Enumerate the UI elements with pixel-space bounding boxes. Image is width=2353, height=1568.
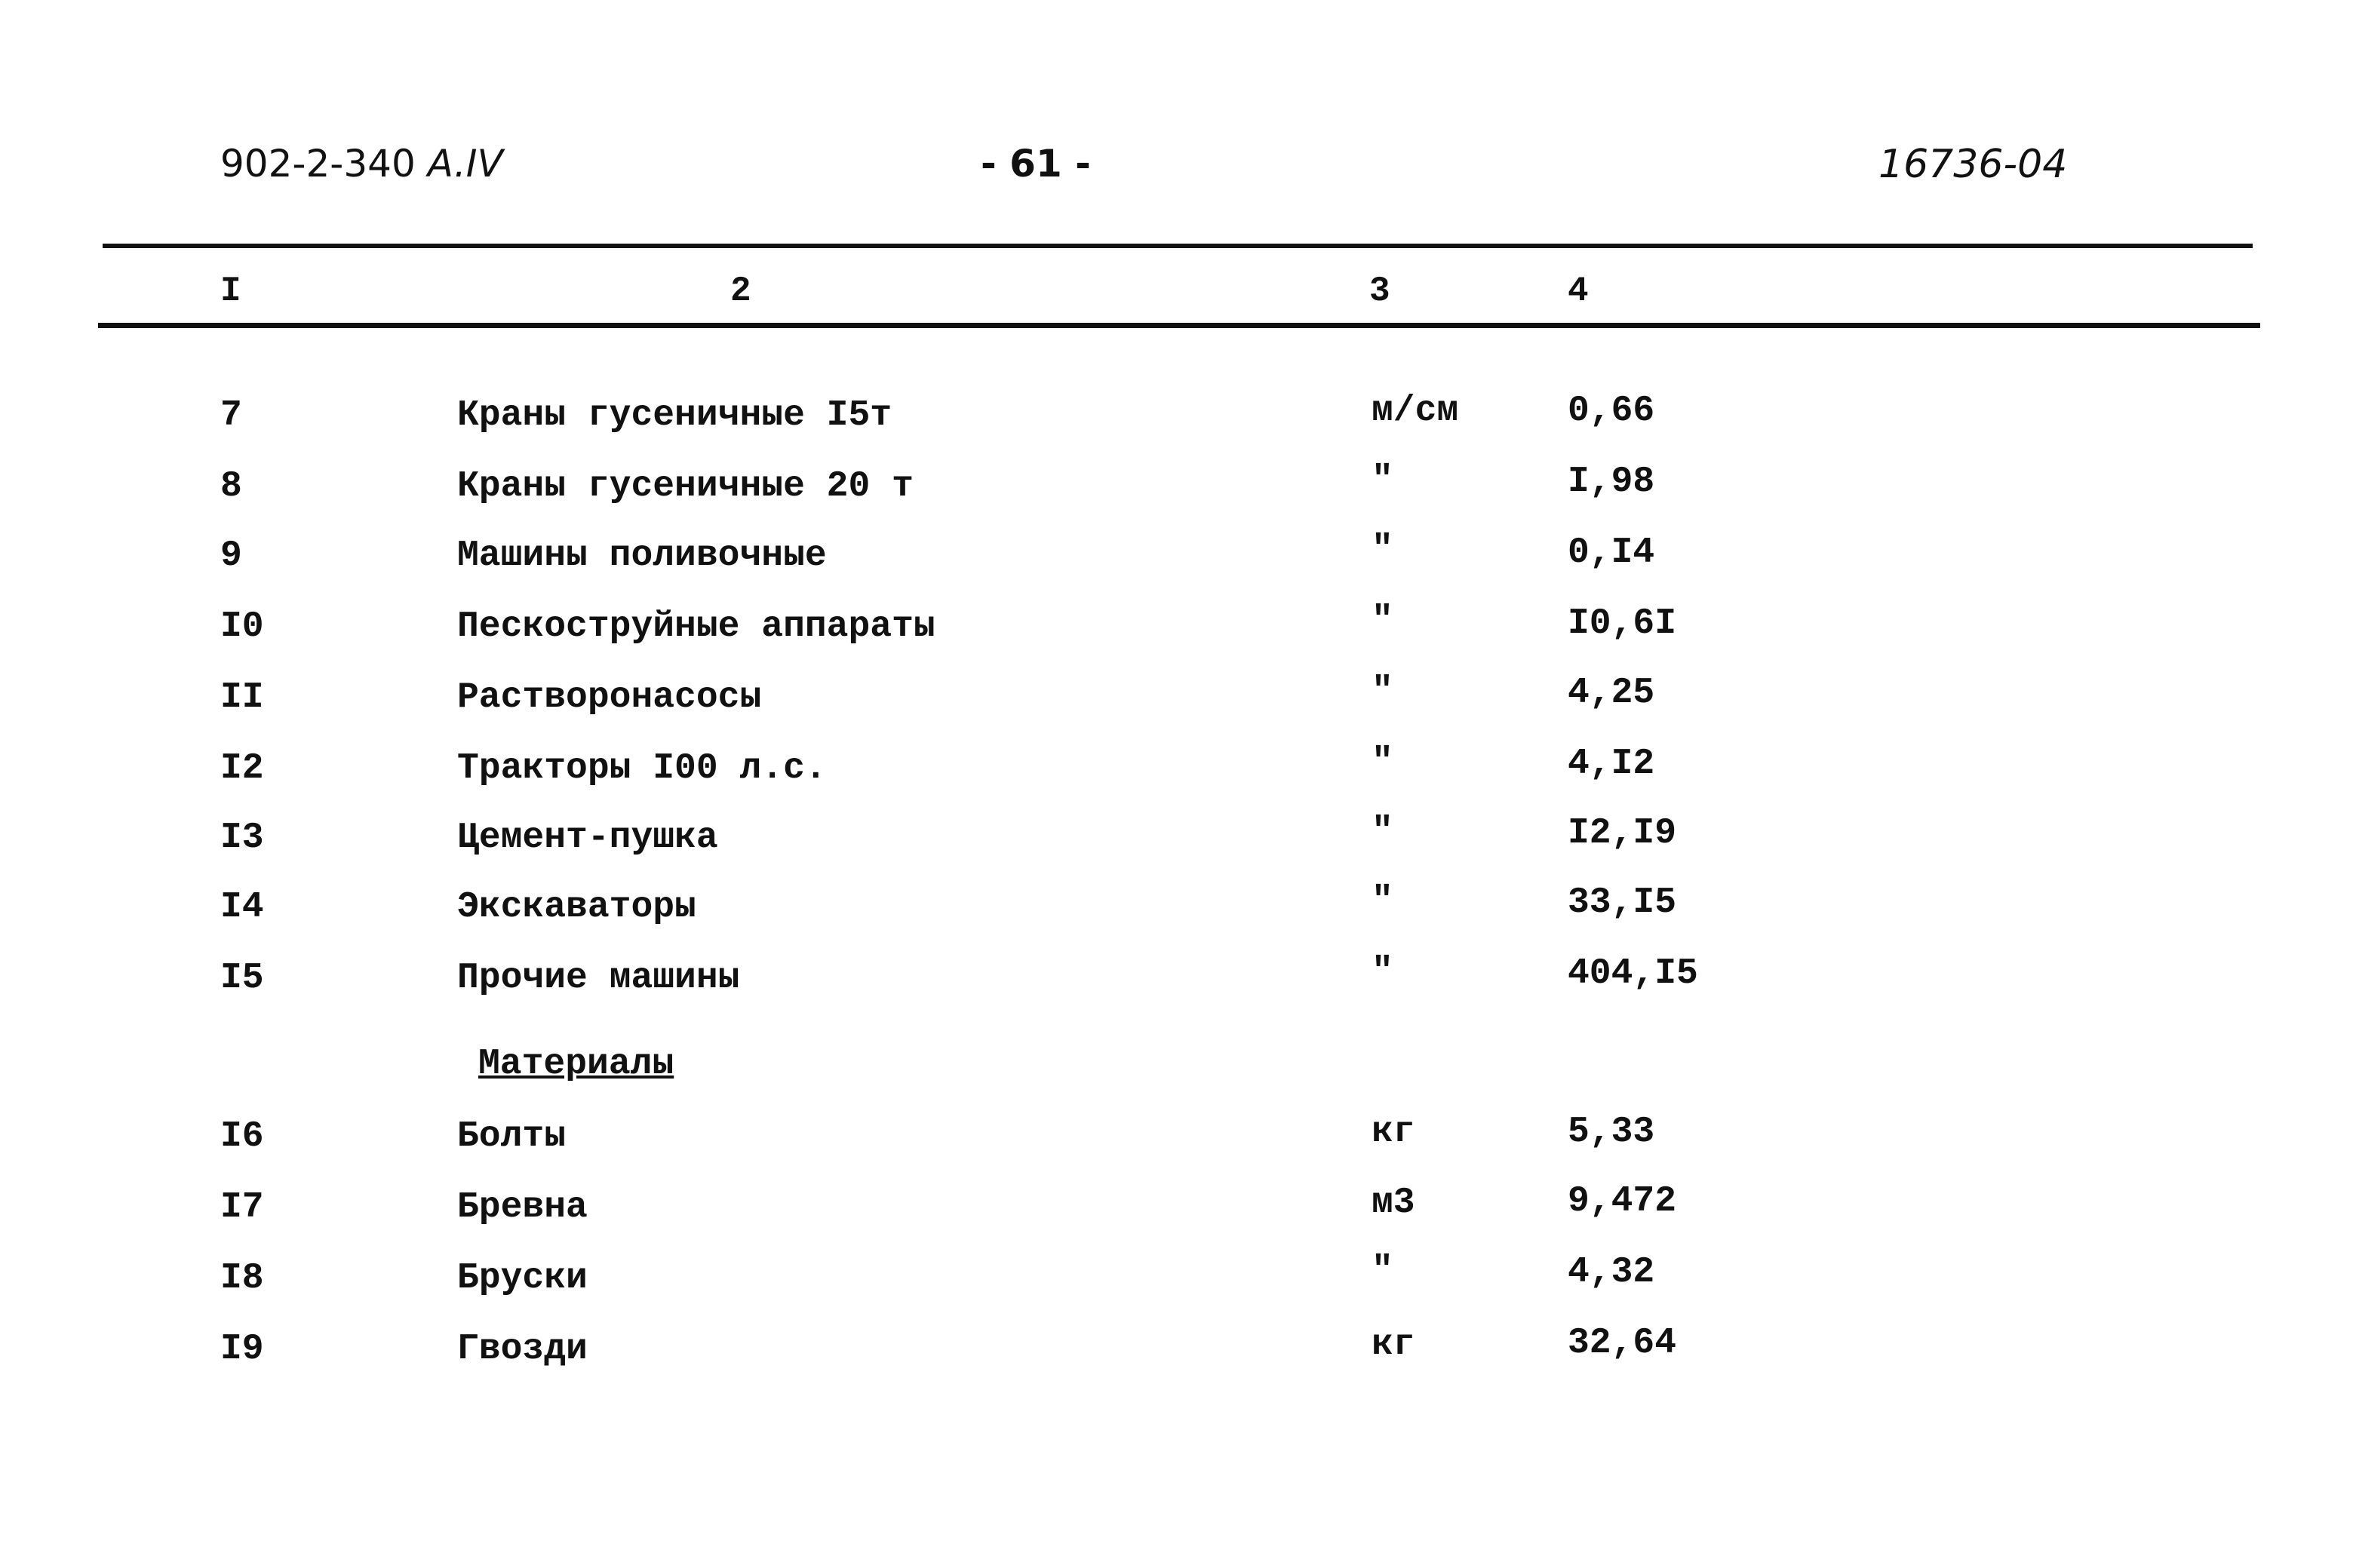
row-number: I0 — [220, 606, 264, 647]
row-unit: " — [1372, 812, 1393, 852]
row-value: 0,66 — [1568, 391, 1655, 431]
page-number: - 61 - — [981, 142, 1091, 186]
row-value: I,98 — [1568, 462, 1655, 502]
row-number: 8 — [220, 466, 242, 507]
row-unit: " — [1372, 952, 1393, 993]
row-unit: кг — [1372, 1112, 1415, 1152]
row-name: Прочие машины — [457, 958, 740, 999]
row-number: I8 — [220, 1258, 264, 1299]
row-name: Растворонасосы — [457, 677, 762, 718]
sheet-number: 16736-04 — [1878, 142, 2068, 187]
row-number: I7 — [220, 1187, 264, 1228]
column-header-4: 4 — [1568, 272, 1589, 311]
row-number: 7 — [220, 395, 242, 436]
row-name: Тракторы I00 л.с. — [457, 748, 827, 789]
row-number: 9 — [220, 535, 242, 576]
row-number: I3 — [220, 818, 264, 858]
row-value: 32,64 — [1568, 1323, 1677, 1364]
column-header-3: 3 — [1369, 272, 1390, 311]
document-code-text: 902-2-340 — [220, 142, 416, 186]
row-number: I6 — [220, 1116, 264, 1157]
row-number: I5 — [220, 958, 264, 999]
row-value: 0,I4 — [1568, 532, 1655, 573]
row-unit: " — [1372, 600, 1393, 641]
row-value: I2,I9 — [1568, 813, 1677, 854]
row-number: I2 — [220, 748, 264, 789]
row-name: Краны гусеничные I5т — [457, 395, 892, 436]
document-code — [220, 142, 503, 186]
row-unit: " — [1372, 881, 1393, 922]
column-header-2: 2 — [730, 272, 751, 311]
section-title-materials: Материалы — [478, 1044, 674, 1085]
row-value: 9,472 — [1568, 1181, 1677, 1222]
row-value: 5,33 — [1568, 1112, 1655, 1152]
row-name: Пескоструйные аппараты — [457, 606, 935, 647]
volume-label: A.IV — [427, 142, 503, 186]
row-value: I0,6I — [1568, 603, 1677, 644]
row-name: Цемент-пушка — [457, 818, 718, 858]
row-name: Болты — [457, 1116, 567, 1157]
row-unit: " — [1372, 529, 1393, 570]
row-value: 33,I5 — [1568, 882, 1677, 923]
row-unit: " — [1372, 671, 1393, 712]
table-header-rule — [98, 323, 2260, 328]
row-number: I4 — [220, 887, 264, 928]
column-header-1: I — [220, 272, 241, 311]
row-unit: кг — [1372, 1324, 1415, 1365]
row-name: Машины поливочные — [457, 535, 827, 576]
row-value: 4,32 — [1568, 1252, 1655, 1293]
row-name: Краны гусеничные 20 т — [457, 466, 914, 507]
row-name: Гвозди — [457, 1329, 588, 1370]
row-name: Бруски — [457, 1258, 588, 1299]
row-unit: м3 — [1372, 1183, 1415, 1223]
row-unit: " — [1372, 742, 1393, 783]
row-value: 4,I2 — [1568, 744, 1655, 784]
table-top-rule — [103, 244, 2253, 248]
row-value: 404,I5 — [1568, 953, 1698, 994]
row-unit: " — [1372, 1250, 1393, 1291]
row-unit: м/см — [1372, 391, 1459, 431]
row-name: Бревна — [457, 1187, 588, 1228]
row-number: I9 — [220, 1329, 264, 1370]
row-unit: " — [1372, 460, 1393, 501]
row-number: II — [220, 677, 264, 718]
row-name: Экскаваторы — [457, 887, 696, 928]
row-value: 4,25 — [1568, 673, 1655, 713]
